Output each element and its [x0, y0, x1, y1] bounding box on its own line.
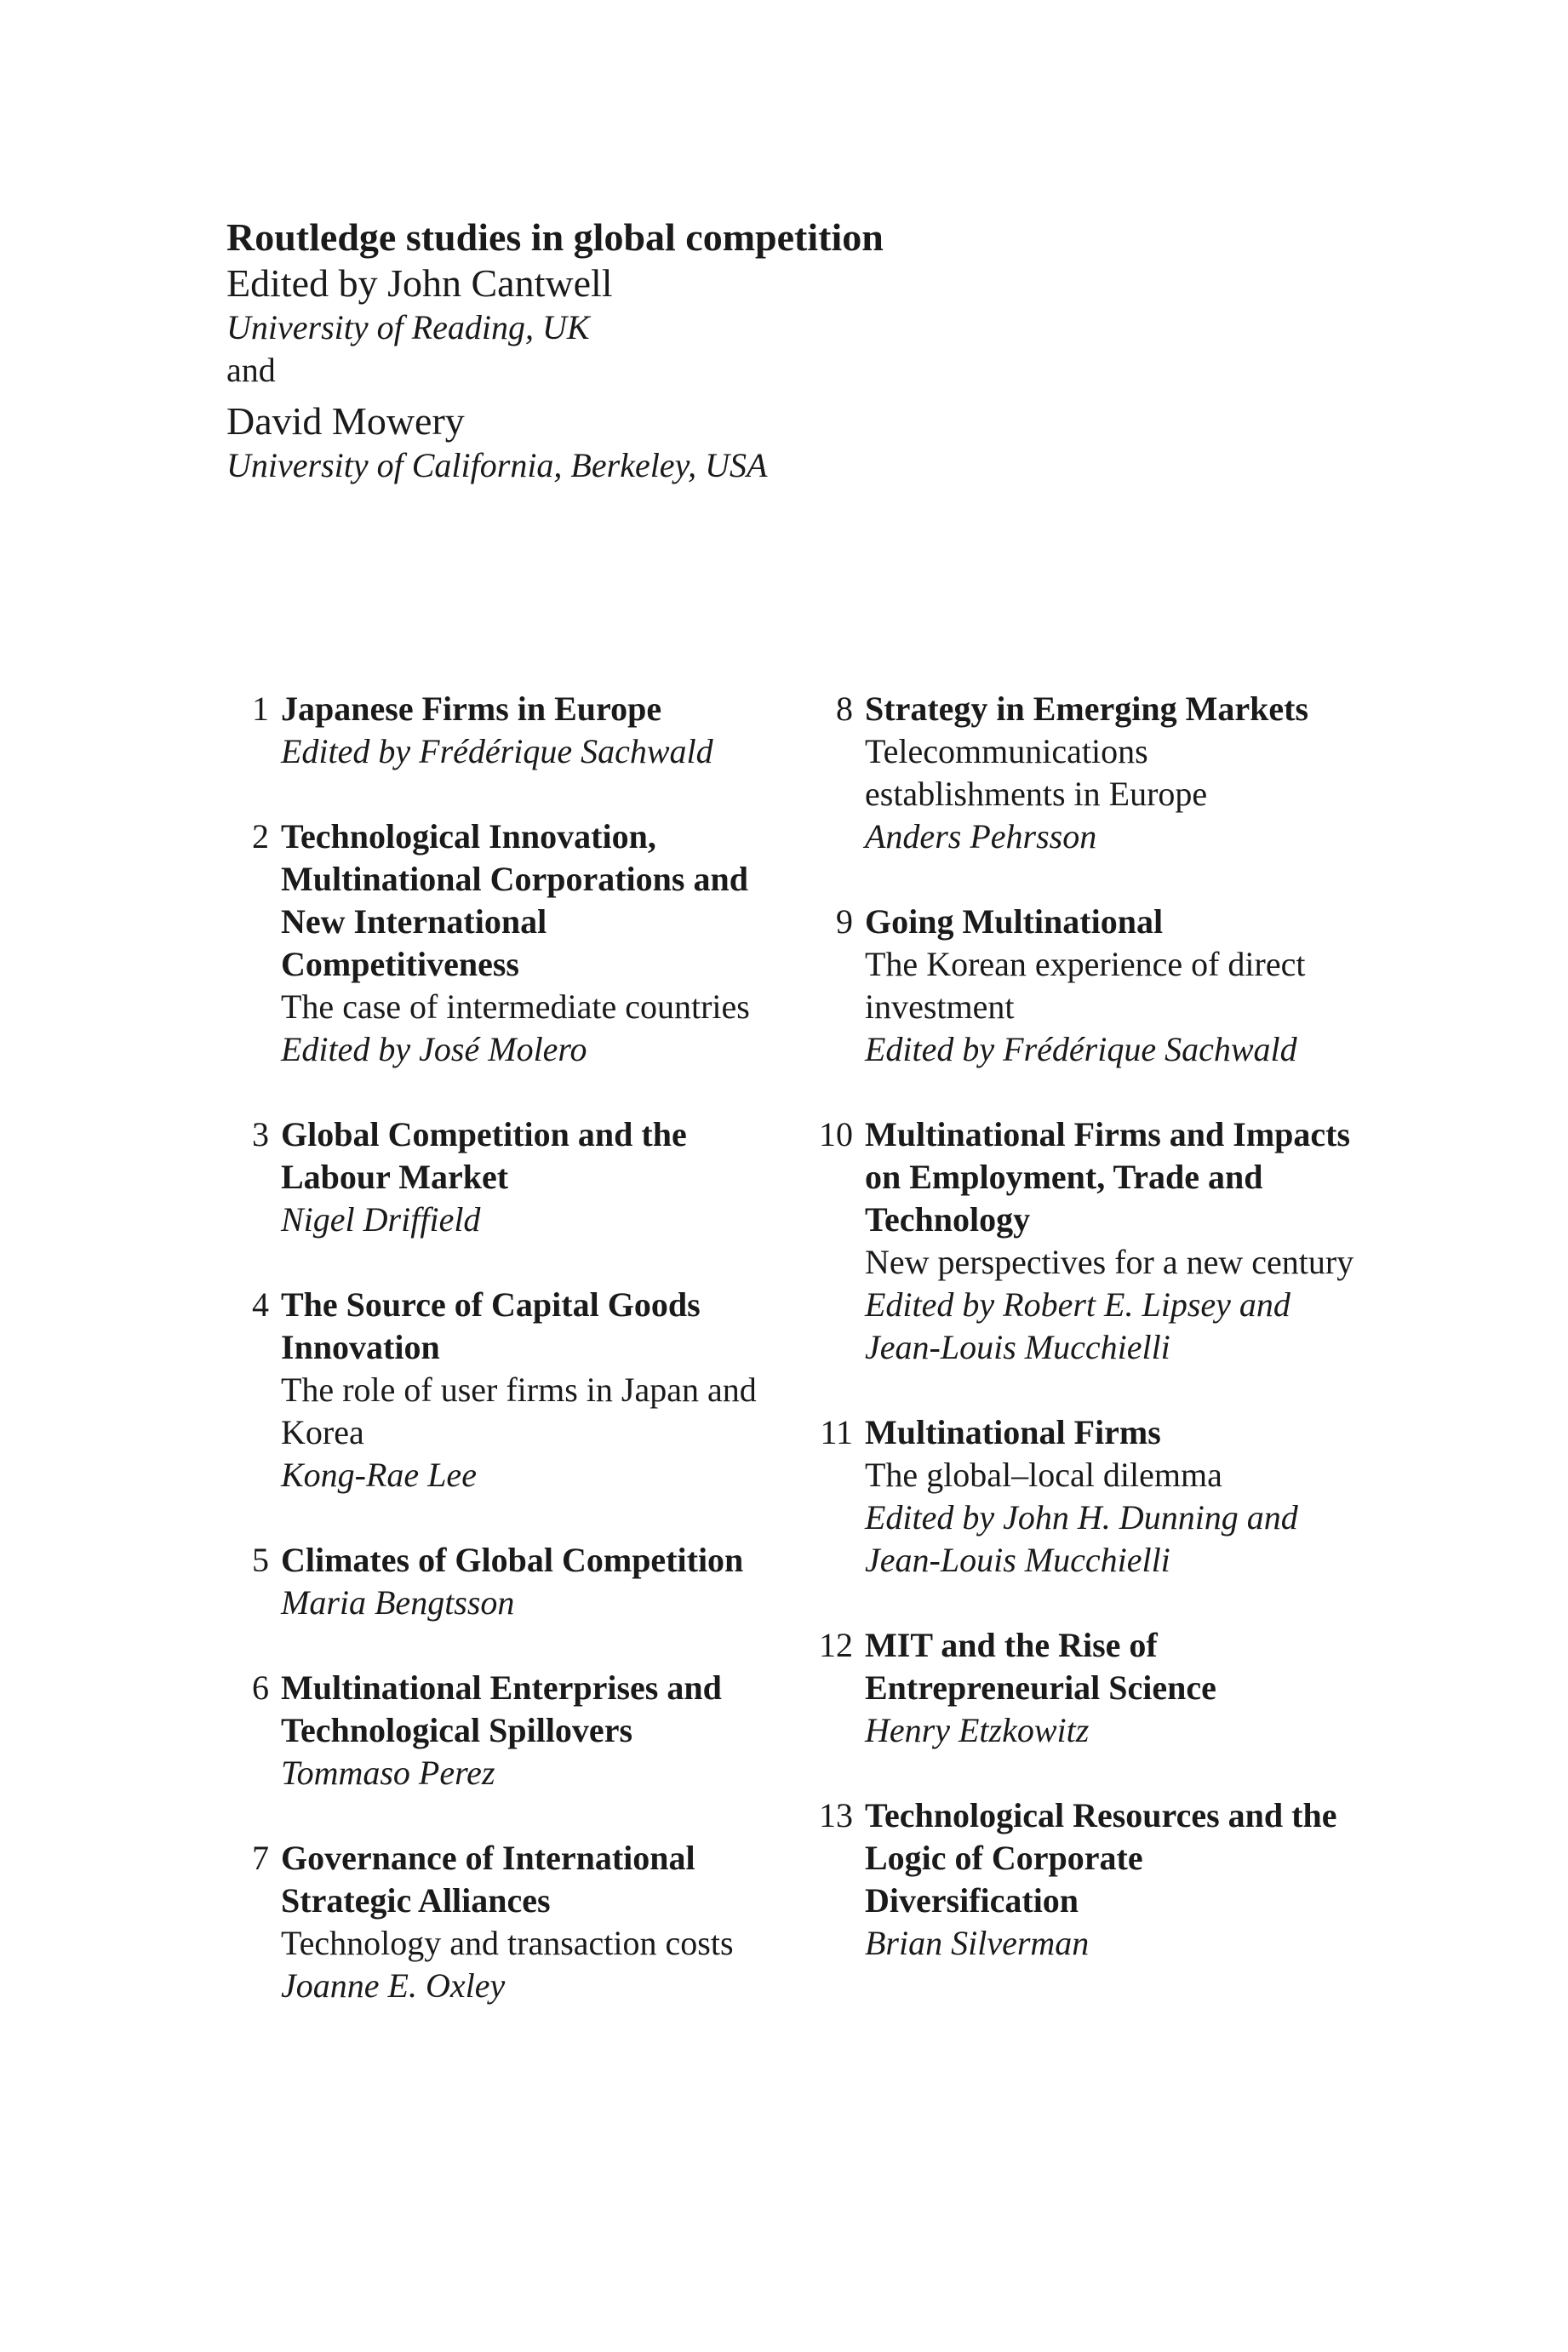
- entry-author: Anders Pehrsson: [865, 817, 1097, 856]
- entry-subtitle: Telecommunications establishments in Europe: [865, 732, 1208, 813]
- entry-number: 3: [252, 1115, 269, 1153]
- entry-author: Edited by Frédérique Sachwald: [865, 1030, 1297, 1068]
- entry-title: Going Multinational: [865, 902, 1164, 941]
- entry-title: Governance of International Strategic Alliances: [281, 1839, 695, 1920]
- series-entry: [226, 688, 771, 773]
- entry-author: Maria Bengtsson: [281, 1583, 515, 1622]
- series-entry: [810, 1411, 1355, 1582]
- affiliation-1: University of Reading, UK: [226, 308, 590, 346]
- series-header: [226, 215, 1333, 487]
- entry-subtitle: New perspectives for a new century: [865, 1243, 1354, 1281]
- entry-title: Multinational Firms: [865, 1413, 1161, 1451]
- entry-number: 5: [252, 1541, 269, 1579]
- entry-author: Edited by José Molero: [281, 1030, 587, 1068]
- entry-title: Japanese Firms in Europe: [281, 690, 662, 728]
- entry-number: 4: [252, 1285, 269, 1324]
- entry-title: Multinational Enterprises and Technological Spillovers: [281, 1668, 722, 1749]
- series-entry: [226, 1284, 771, 1496]
- entry-author: Brian Silverman: [865, 1924, 1090, 1962]
- entry-author: Edited by Robert E. Lipsey and Jean-Louis Mucchielli: [865, 1285, 1290, 1366]
- entry-author: Henry Etzkowitz: [865, 1711, 1090, 1749]
- series-entry: [226, 1539, 771, 1624]
- entry-title: Multinational Firms and Impacts on Employment, Trade and Technology: [865, 1115, 1351, 1239]
- entry-number: 10: [819, 1115, 853, 1153]
- entry-author: Nigel Driffield: [281, 1200, 481, 1239]
- entry-number: 7: [252, 1839, 269, 1877]
- right-column: [810, 688, 1355, 2007]
- entry-author: Kong-Rae Lee: [281, 1456, 477, 1494]
- editor-1: Edited by John Cantwell: [226, 261, 613, 305]
- entry-number: 11: [820, 1413, 853, 1451]
- entry-number: 12: [819, 1626, 853, 1664]
- series-entry: [810, 901, 1355, 1071]
- entry-title: The Source of Capital Goods Innovation: [281, 1285, 701, 1366]
- entry-number: 6: [252, 1668, 269, 1707]
- series-entry: [226, 1837, 771, 2007]
- entry-number: 2: [252, 817, 269, 856]
- series-entry: [810, 1794, 1355, 1965]
- entry-title: Technological Innovation, Multinational Corporations and New International Competitiveness: [281, 817, 748, 983]
- entry-title: MIT and the Rise of Entrepreneurial Science: [865, 1626, 1216, 1707]
- series-entry: [226, 1667, 771, 1794]
- entry-number: 9: [836, 902, 853, 941]
- entry-subtitle: The Korean experience of direct investment: [865, 945, 1306, 1026]
- series-entry: [810, 1113, 1355, 1369]
- entry-subtitle: Technology and transaction costs: [281, 1924, 734, 1962]
- entry-title: Global Competition and the Labour Market: [281, 1115, 687, 1196]
- series-entry: [226, 1113, 771, 1241]
- affiliation-2: University of California, Berkeley, USA: [226, 446, 768, 484]
- series-title: Routledge studies in global competition: [226, 215, 884, 259]
- and-connector: and: [226, 351, 276, 389]
- entry-title: Strategy in Emerging Markets: [865, 690, 1309, 728]
- series-entry: [810, 1624, 1355, 1752]
- entry-number: 1: [252, 690, 269, 728]
- series-entry: [226, 815, 771, 1071]
- entry-author: Edited by Frédérique Sachwald: [281, 732, 713, 770]
- entry-author: Edited by John H. Dunning and Jean-Louis Mucchielli: [865, 1498, 1298, 1579]
- entry-title: Climates of Global Competition: [281, 1541, 744, 1579]
- entry-title: Technological Resources and the Logic of Corporate Diversification: [865, 1796, 1337, 1920]
- entry-number: 8: [836, 690, 853, 728]
- entry-subtitle: The case of intermediate countries: [281, 987, 750, 1026]
- entry-author: Tommaso Perez: [281, 1754, 495, 1792]
- left-column: [226, 688, 771, 2050]
- entry-subtitle: The global–local dilemma: [865, 1456, 1222, 1494]
- entry-subtitle: The role of user firms in Japan and Korea: [281, 1371, 757, 1451]
- series-entry: [810, 688, 1355, 858]
- entry-author: Joanne E. Oxley: [281, 1966, 506, 2005]
- entry-number: 13: [819, 1796, 853, 1834]
- editor-2: David Mowery: [226, 399, 465, 443]
